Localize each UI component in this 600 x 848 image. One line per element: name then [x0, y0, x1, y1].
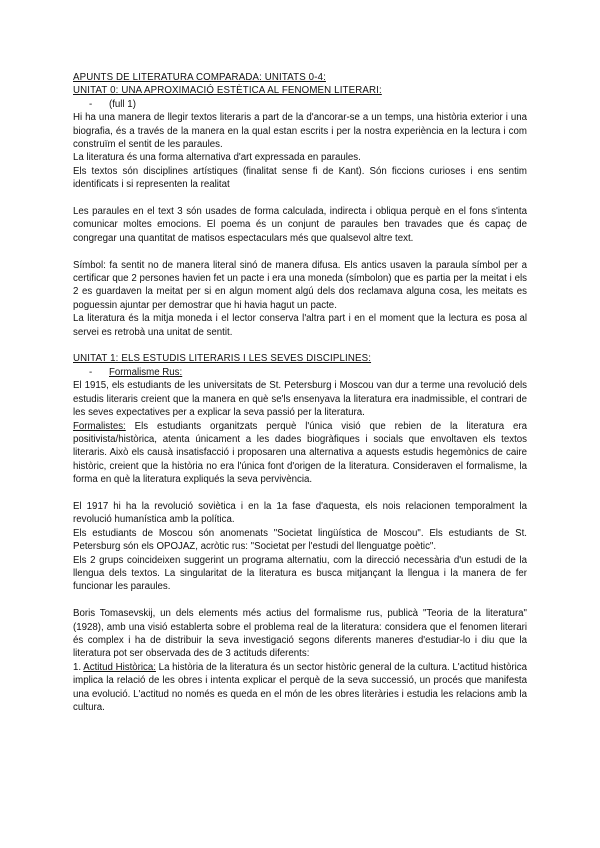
list-item-1: [73, 661, 527, 715]
formalistes-label: Formalistes:: [73, 420, 126, 432]
paragraph-2: La literatura és una forma alternativa d'art expressada en paraules.: [73, 152, 361, 164]
bullet-dash: -: [89, 98, 93, 110]
paragraph-8-text: Els estudiants organitzats perquè l'única visió que rebien de la literatura era positivista/històrica, atenta únicament a les dades biogràfiques i socials que envoltaven els textos literaris. Això els causà insatisfacció i proposaren una alternativa a aquests estudis hegemònics de caire històric, creient que la història no era l'única font d'origen de la literatura. Consideraven el formalisme, la forma en què la literatura expliqués la seva pervivència.: [73, 420, 527, 486]
spacer: [73, 594, 527, 607]
full1-label: (full 1): [109, 98, 136, 110]
paragraph-1: Hi ha una manera de llegir textos literaris a part de la d'ancorar-se a un temps, una història exterior i una biografia, és a través de la manera en la qual estan escrits i per la nostra experiència en la lectura i com construïm el sentit de les paraules.: [73, 112, 527, 151]
item1-text: La història de la literatura és un sector històric general de la cultura. L'actitud històrica implica la relació de les obres i intenta explicar el perquè de la seva successió, un procés que manifesta una evolució. L'actitud no només es queda en el món de les obres literàries i estudia les relacions amb la cultura.: [73, 661, 527, 714]
item1-label: Actitud Històrica:: [83, 661, 156, 673]
spacer: [73, 487, 527, 500]
paragraph-5: Símbol: fa sentit no de manera literal sinó de manera difusa. Els antics usaven la paraula símbol per a certificar que 2 persones havien fet un pacte i era una moneda (símbolon) que es partia per la meitat i els 2 es guardaven la meitat per si en algun moment algú dels dos reclamava alguna cosa, les meitats es poguessin ajuntar per demostrar que hi havia hagut un pacte.: [73, 259, 527, 311]
paragraph-11: Els 2 grups coincideixen suggerint un programa alternatiu, com la direcció necessària d'un estudi de la llengua dels textos. La singularitat de la literatura es busca mitjançant la llengua i la manera de fer funcionar les paraules.: [73, 554, 527, 593]
paragraph-12: Boris Tomasevskij, un dels elements més actius del formalisme rus, publicà "Teoria de la literatura" (1928), amb una visió establerta sobre el problema real de la literatura: considera que el fenomen literari és complex i ha de distribuir la seva investigació segons diferents maneres d'estudiar-lo i diu que la literatura pot ser observada des de 3 actituds diferents:: [73, 608, 527, 660]
unit0-heading: UNITAT 0: UNA APROXIMACIÓ ESTÈTICA AL FENOMEN LITERARI:: [73, 85, 382, 97]
bullet-full1: [73, 98, 527, 111]
paragraph-7: El 1915, els estudiants de les universitats de St. Petersburg i Moscou van dur a terme una revolució dels estudis literaris creient que la manera en què se'ls ensenyava la literatura era inadmissible, el contrari de les seves expectatives per a explicar la seva passió per la literatura.: [73, 380, 527, 419]
formalisme-heading: Formalisme Rus:: [109, 366, 183, 378]
paragraph-4: Les paraules en el text 3 són usades de forma calculada, indirecta i obliqua perquè en el fons s'intenta comunicar moltes emocions. El poema és un conjunt de paraules ben travades que és capaç de congregar una quantitat de matisos espectaculars més que qualsevol altre text.: [73, 206, 527, 244]
unit1-heading: UNITAT 1: ELS ESTUDIS LITERARIS I LES SEVES DISCIPLINES:: [73, 353, 372, 365]
bullet-formalisme: [73, 366, 527, 379]
bullet-dash: -: [89, 366, 93, 378]
spacer: [73, 192, 527, 205]
spacer: [73, 245, 527, 258]
paragraph-10: Els estudiants de Moscou són anomenats "Societat lingüística de Moscou". Els estudiants de St. Petersburg són els OPOJAZ, acròtic rus: "Societat per l'estudi del llenguatge poètic".: [73, 527, 527, 553]
item1-number: 1.: [73, 661, 84, 673]
paragraph-8: [73, 420, 527, 487]
paragraph-6: La literatura és la mitja moneda i el lector conserva l'altra part i en el moment que la lectura es posa al servei es retrobà una unitat de sentit.: [73, 313, 527, 338]
paragraph-9: El 1917 hi ha la revolució soviètica i en la 1a fase d'aquesta, els nois relacionen temporalment la revolució humanística amb la política.: [73, 500, 527, 526]
spacer: [73, 339, 527, 352]
document-title: APUNTS DE LITERATURA COMPARADA: UNITATS 0-4:: [73, 72, 326, 83]
paragraph-3: Els textos són disciplines artístiques (finalitat sense fi de Kant). Són ficcions curioses i ens sentim identificats i si representen la realitat: [73, 165, 527, 191]
